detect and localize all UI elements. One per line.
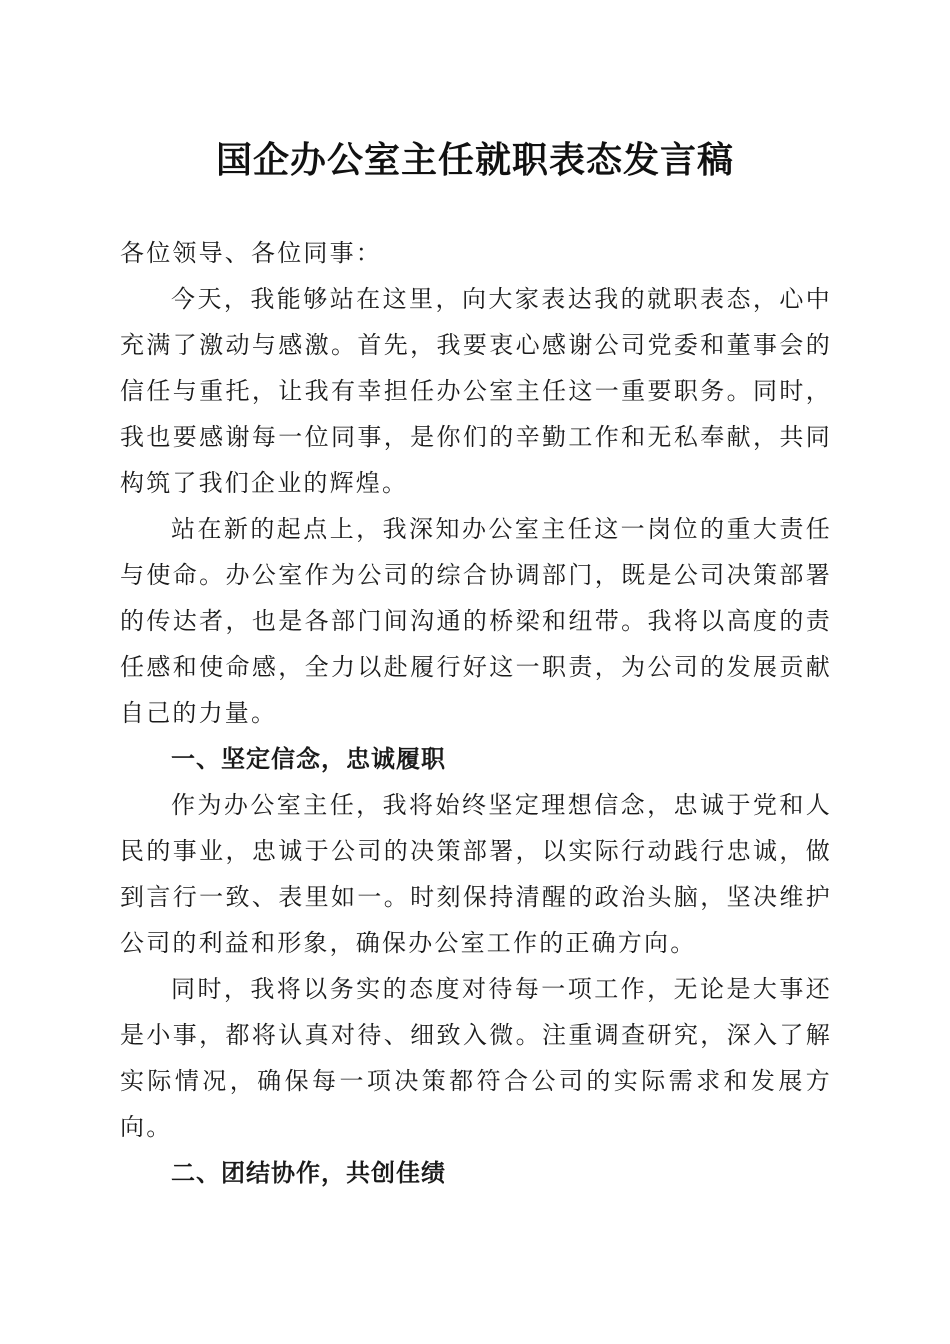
- greeting: 各位领导、各位同事：: [120, 239, 382, 267]
- document-body: [120, 230, 832, 1196]
- paragraph-responsibility: 站在新的起点上，我深知办公室主任这一岗位的重大责任与使命。办公室作为公司的综合协调部门，既是公司决策部署的传达者，也是各部门间沟通的桥梁和纽带。我将以高度的责任感和使命感，全力以赴履行好这一职责，为公司的发展贡献自己的力量。: [120, 515, 832, 727]
- paragraph-intro: 今天，我能够站在这里，向大家表达我的就职表态，心中充满了激动与感激。首先，我要衷心感谢公司党委和董事会的信任与重托，让我有幸担任办公室主任这一重要职务。同时，我也要感谢每一位同事，是你们的辛勤工作和无私奉献，共同构筑了我们企业的辉煌。: [120, 285, 832, 497]
- document-title: 国企办公室主任就职表态发言稿: [215, 139, 734, 181]
- section1-paragraph-1: 作为办公室主任，我将始终坚定理想信念，忠诚于党和人民的事业，忠诚于公司的决策部署，以实际行动践行忠诚，做到言行一致、表里如一。时刻保持清醒的政治头脑，坚决维护公司的利益和形象，确保办公室工作的正确方向。: [120, 791, 832, 957]
- section-heading-2: 二、团结协作，共创佳绩: [171, 1159, 446, 1187]
- section-heading-1: 一、坚定信念，忠诚履职: [171, 745, 446, 773]
- section1-paragraph-2: 同时，我将以务实的态度对待每一项工作，无论是大事还是小事，都将认真对待、细致入微。注重调查研究，深入了解实际情况，确保每一项决策都符合公司的实际需求和发展方向。: [120, 975, 832, 1141]
